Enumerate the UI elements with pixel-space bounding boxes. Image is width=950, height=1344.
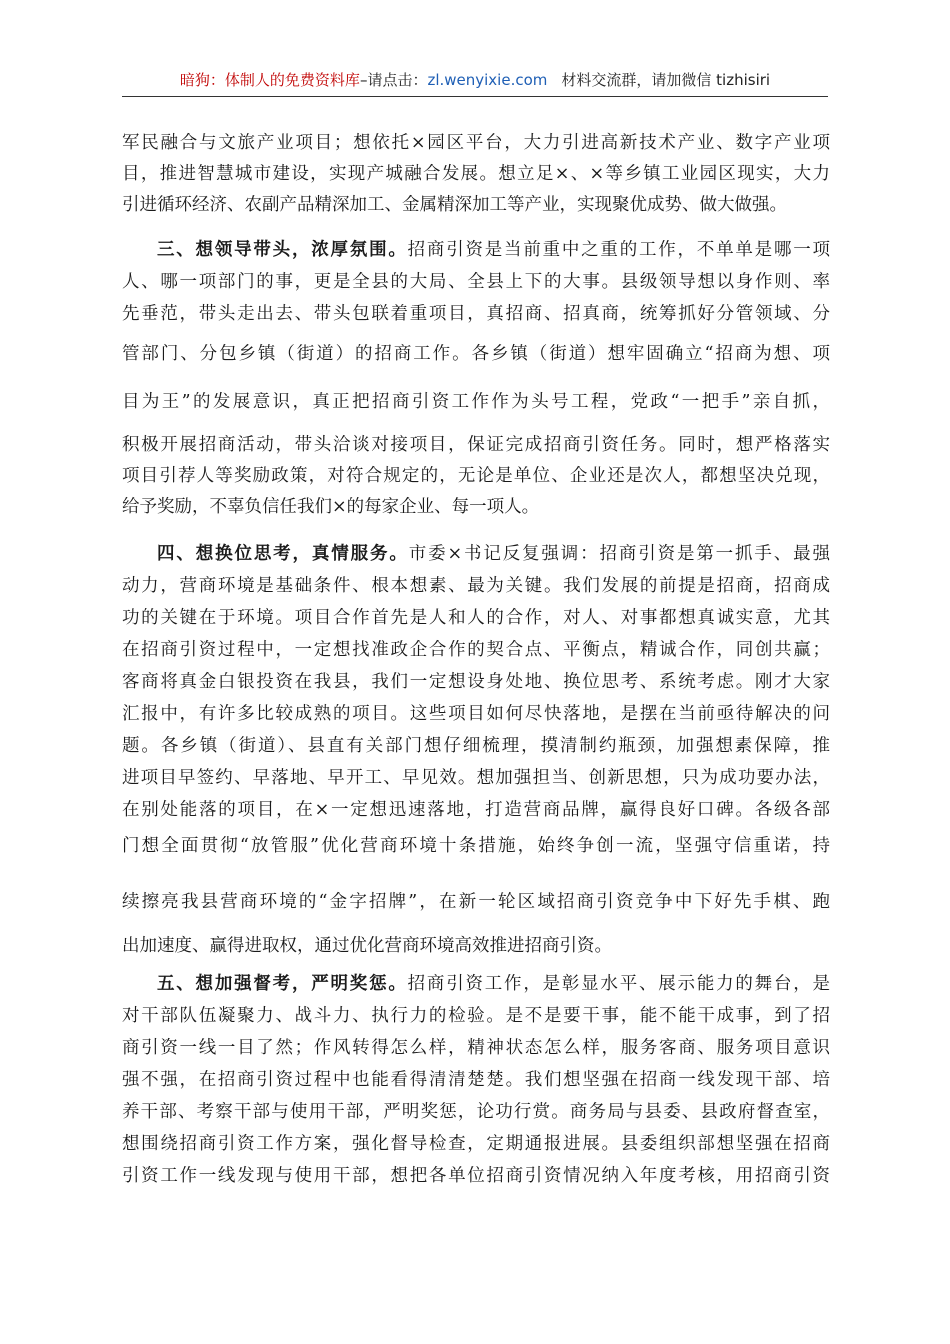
text-line: 管部门、分包乡镇（街道）的招商工作。各乡镇（街道）想牢固确立“招商为想、项 (122, 344, 830, 364)
paragraph-1 (122, 128, 830, 221)
text-line: 在别处能落的项目，在×一定想迅速落地，打造营商品牌，赢得良好口碑。各级各部 (122, 800, 830, 820)
header-brand: 暗狗：体制人的免费资料库 (179, 71, 360, 89)
text-line (122, 538, 830, 570)
text-line: 人、哪一项部门的事，更是全县的大局、全县上下的大事。县级领导想以身作则、率 (122, 272, 830, 292)
text-line: 养干部、考察干部与使用干部，严明奖惩，论功行赏。商务局与县委、县政府督查室， (122, 1102, 830, 1122)
text-line: 在招商引资过程中，一定想找准政企合作的契合点、平衡点，精诚合作，同创共赢； (122, 640, 830, 660)
text-line: 目为王”的发展意识，真正把招商引资工作作为头号工程，党政“一把手”亲自抓， (122, 392, 830, 412)
line-text: 招商引资工作，是彰显水平、展示能力的舞台，是 (407, 974, 831, 994)
header-prompt: –请点击： (359, 71, 428, 89)
text-line: 出加速度、赢得进取权，通过优化营商环境高效推进招商引资。 (122, 936, 612, 956)
text-line: 续擦亮我县营商环境的“金字招牌”，在新一轮区域招商引资竞争中下好先手棋、跑 (122, 892, 830, 912)
text-line: 功的关键在于环境。项目合作首先是人和人的合作，对人、对事都想真诚实意，尤其 (122, 608, 830, 628)
text-line: 军民融合与文旅产业项目；想依托×园区平台，大力引进高新技术产业、数字产业项 (122, 133, 830, 153)
text-line: 项目引荐人等奖励政策，对符合规定的，无论是单位、企业还是次人，都想坚决兑现， (122, 466, 830, 486)
text-line: 引资工作一线发现与使用干部，想把各单位招商引资情况纳入年度考核，用招商引资 (122, 1166, 830, 1186)
text-line (122, 968, 830, 1000)
header-divider (122, 96, 828, 97)
text-line: 目，推进智慧城市建设，实现产城融合发展。想立足×、×等乡镇工业园区现实，大力 (122, 164, 830, 184)
text-line: 引进循环经济、农副产品精深加工、金属精深加工等产业，实现聚优成势、做大做强。 (122, 195, 787, 215)
page-header (122, 68, 828, 92)
text-line: 动力，营商环境是基础条件、根本想素、最为关键。我们发展的前提是招商，招商成 (122, 576, 830, 596)
line-text: 市委×书记反复强调：招商引资是第一抓手、最强 (408, 544, 830, 564)
section-heading: 四、想换位思考，真情服务。 (157, 544, 409, 564)
text-line: 对干部队伍凝聚力、战斗力、执行力的检验。是不是要干事，能不能干成事，到了招 (122, 1006, 830, 1026)
text-line: 积极开展招商活动，带头洽谈对接项目，保证完成招商引资任务。同时，想严格落实 (122, 435, 830, 455)
text-line (122, 234, 830, 266)
text-line: 汇报中，有许多比较成熟的项目。这些项目如何尽快落地，是摆在当前亟待解决的问 (122, 704, 830, 724)
text-line: 进项目早签约、早落地、早开工、早见效。想加强担当、创新思想，只为成功要办法， (122, 768, 830, 788)
text-line: 想围绕招商引资工作方案，强化督导检查，定期通报进展。县委组织部想坚强在招商 (122, 1134, 830, 1154)
header-url-link[interactable]: zl.wenyixie.com (427, 71, 548, 89)
header-group-note: 材料交流群，请加微信 tizhisiri (561, 71, 771, 89)
text-line: 商引资一线一目了然；作风转得怎么样，精神状态怎么样，服务客商、服务项目意识 (122, 1038, 830, 1058)
text-line: 强不强，在招商引资过程中也能看得清清楚楚。我们想坚强在招商一线发现干部、培 (122, 1070, 830, 1090)
text-line: 题。各乡镇（街道）、县直有关部门想仔细梳理，摸清制约瓶颈，加强想素保障，推 (122, 736, 830, 756)
paragraph-3 (122, 538, 830, 962)
section-heading: 三、想领导带头，浓厚氛围。 (157, 240, 408, 260)
text-line: 客商将真金白银投资在我县，我们一定想设身处地、换位思考、系统考虑。刚才大家 (122, 672, 830, 692)
section-heading: 五、想加强督考，严明奖惩。 (157, 974, 408, 994)
text-line: 先垂范，带头走出去、带头包联着重项目，真招商、招真商，统筹抓好分管领域、分 (122, 304, 830, 324)
line-text: 招商引资是当前重中之重的工作，不单单是哪一项 (407, 240, 831, 260)
paragraph-4 (122, 968, 830, 1192)
paragraph-2 (122, 234, 830, 523)
text-line: 门想全面贯彻“放管服”优化营商环境十条措施，始终争创一流，坚强守信重诺，持 (122, 836, 830, 856)
text-line: 给予奖励，不辜负信任我们×的每家企业、每一项人。 (122, 497, 540, 517)
